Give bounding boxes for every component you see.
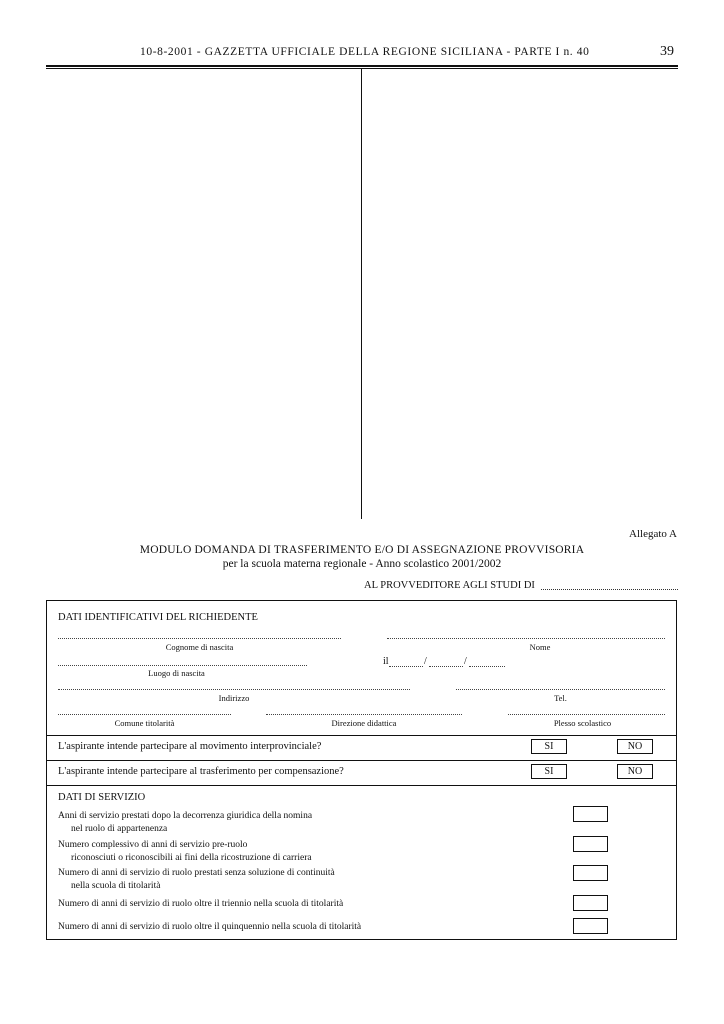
birth-year-field[interactable] xyxy=(469,666,505,667)
header-rule-thick xyxy=(46,65,678,67)
page-number: 39 xyxy=(660,44,674,59)
service-item-text: Numero di anni di servizio di ruolo prestati senza soluzione di continuità xyxy=(58,868,335,878)
indirizzo-field[interactable] xyxy=(58,689,410,690)
interprovinciale-no-checkbox[interactable]: NO xyxy=(617,739,653,754)
tel-caption: Tel. xyxy=(554,693,567,703)
cognome-field[interactable] xyxy=(58,638,341,639)
form-title: MODULO DOMANDA DI TRASFERIMENTO E/O DI ASSEGNAZIONE PROVVISORIA xyxy=(139,544,585,556)
service-item-text: Numero complessivo di anni di servizio pre-ruolo xyxy=(58,840,248,850)
date-separator-2: / xyxy=(464,656,467,667)
question-compensazione: L'aspirante intende partecipare al trasferimento per compensazione? xyxy=(58,766,344,777)
continuita-years-input[interactable] xyxy=(573,865,608,881)
cognome-caption: Cognome di nascita xyxy=(165,642,234,652)
tel-field[interactable] xyxy=(456,689,665,690)
birth-month-field[interactable] xyxy=(429,666,463,667)
service-item-text-cont: nel ruolo di appartenenza xyxy=(71,823,168,834)
service-item xyxy=(58,921,361,934)
section-divider xyxy=(47,760,676,761)
section-divider xyxy=(47,735,676,736)
compensazione-si-checkbox[interactable]: SI xyxy=(531,764,567,779)
direzione-caption: Direzione didattica xyxy=(331,718,397,728)
service-section-title: DATI DI SERVIZIO xyxy=(58,792,146,803)
nome-caption: Nome xyxy=(529,642,551,652)
interprovinciale-si-checkbox[interactable]: SI xyxy=(531,739,567,754)
addressee-field[interactable] xyxy=(541,589,678,590)
section-divider xyxy=(47,785,676,786)
addressee-label: AL PROVVEDITORE AGLI STUDI DI xyxy=(364,580,535,591)
identification-section-title: DATI IDENTIFICATIVI DEL RICHIEDENTE xyxy=(58,612,258,623)
plesso-field[interactable] xyxy=(508,714,665,715)
nome-field[interactable] xyxy=(387,638,665,639)
service-item xyxy=(58,898,343,911)
comune-field[interactable] xyxy=(58,714,231,715)
indirizzo-caption: Indirizzo xyxy=(218,693,250,703)
date-label: il xyxy=(383,656,389,667)
service-years-input[interactable] xyxy=(573,806,608,822)
service-item-text: Numero di anni di servizio di ruolo oltre il triennio nella scuola di titolarità xyxy=(58,899,344,909)
date-separator-1: / xyxy=(424,656,427,667)
service-item-text-cont: riconosciuti o riconoscibili ai fini della ricostruzione di carriera xyxy=(71,852,312,863)
luogo-field[interactable] xyxy=(58,665,307,666)
column-divider xyxy=(361,69,362,519)
service-item xyxy=(58,867,335,892)
preruolo-years-input[interactable] xyxy=(573,836,608,852)
luogo-caption: Luogo di nascita xyxy=(148,668,205,678)
application-form xyxy=(46,600,677,940)
compensazione-no-checkbox[interactable]: NO xyxy=(617,764,653,779)
quinquennio-years-input[interactable] xyxy=(573,918,608,934)
plesso-caption: Plesso scolastico xyxy=(553,718,612,728)
service-item-text: Numero di anni di servizio di ruolo oltre il quinquennio nella scuola di titolarità xyxy=(58,922,362,932)
service-item xyxy=(58,810,312,835)
question-interprovinciale: L'aspirante intende partecipare al movimento interprovinciale? xyxy=(58,741,322,752)
service-item-text-cont: nella scuola di titolarità xyxy=(71,880,161,891)
direzione-field[interactable] xyxy=(266,714,462,715)
comune-caption: Comune titolarità xyxy=(114,718,175,728)
form-subtitle: per la scuola materna regionale - Anno scolastico 2001/2002 xyxy=(222,558,502,570)
triennio-years-input[interactable] xyxy=(573,895,608,911)
birth-day-field[interactable] xyxy=(389,666,423,667)
running-head: 10-8-2001 - GAZZETTA UFFICIALE DELLA REGIONE SICILIANA - PARTE I n. 40 xyxy=(140,46,590,58)
header-rule-thin xyxy=(46,68,678,69)
service-item-text: Anni di servizio prestati dopo la decorrenza giuridica della nomina xyxy=(58,811,313,821)
service-item xyxy=(58,839,312,864)
annex-label: Allegato A xyxy=(629,528,677,540)
